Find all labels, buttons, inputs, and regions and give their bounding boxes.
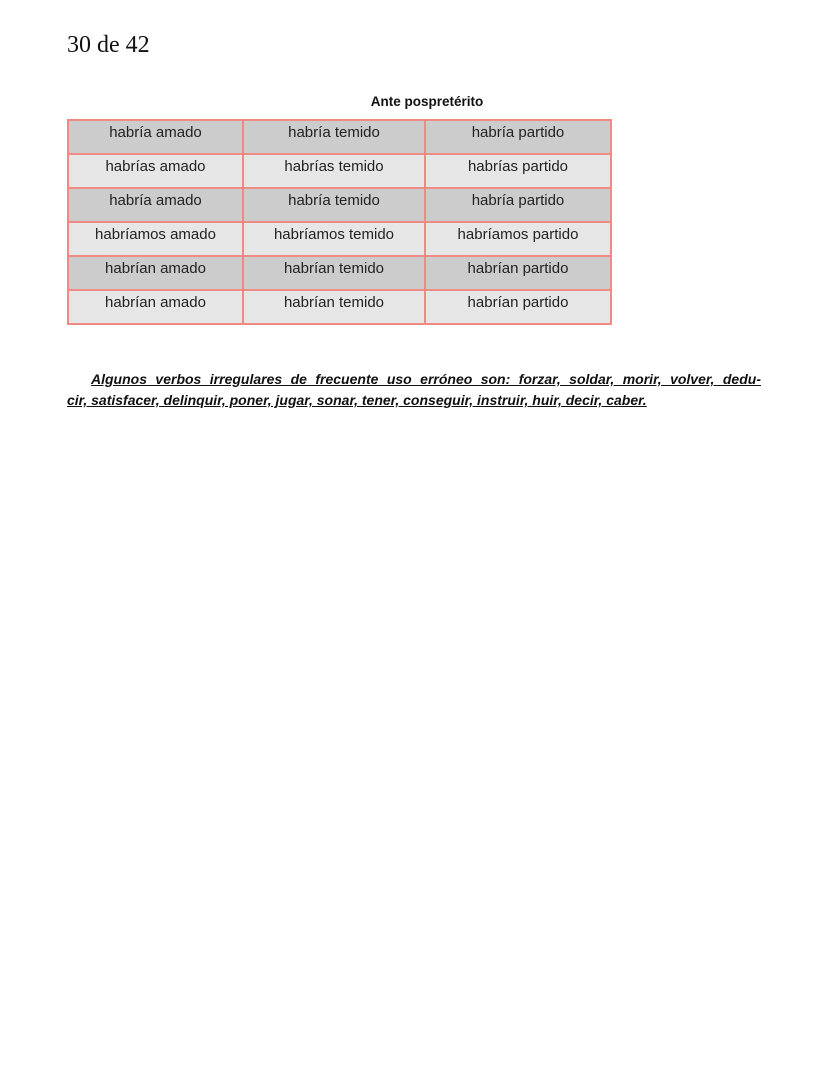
table-cell: habríamos temido <box>243 222 425 256</box>
note-line: Algunos verbos irregulares de frecuente uso erróneo son: forzar, soldar, morir, volver, dedu- <box>91 371 761 387</box>
table-row <box>68 256 611 290</box>
table-row <box>68 154 611 188</box>
table-cell: habría temido <box>243 120 425 154</box>
table-cell: habrían amado <box>68 290 243 324</box>
table-row <box>68 290 611 324</box>
table-cell: habríamos partido <box>425 222 611 256</box>
table-cell: habría partido <box>425 120 611 154</box>
conjugation-table <box>67 119 612 325</box>
note-line: cir, satisfacer, delinquir, poner, jugar, sonar, tener, conseguir, instruir, huir, decir, caber. <box>67 392 647 408</box>
table-cell: habrían partido <box>425 256 611 290</box>
irregular-verbs-note <box>67 369 761 411</box>
table-row <box>68 120 611 154</box>
table-cell: habrían temido <box>243 290 425 324</box>
page-number: 30 de 42 <box>67 32 150 58</box>
table-cell: habríamos amado <box>68 222 243 256</box>
table-cell: habrías temido <box>243 154 425 188</box>
table-cell: habría amado <box>68 188 243 222</box>
table-title: Ante pospretérito <box>370 94 484 109</box>
table-cell: habrías partido <box>425 154 611 188</box>
table-row <box>68 188 611 222</box>
table-cell: habrían temido <box>243 256 425 290</box>
table-cell: habría amado <box>68 120 243 154</box>
table-cell: habría temido <box>243 188 425 222</box>
table-cell: habrían partido <box>425 290 611 324</box>
table-cell: habría partido <box>425 188 611 222</box>
table-cell: habrían amado <box>68 256 243 290</box>
table-cell: habrías amado <box>68 154 243 188</box>
table-row <box>68 222 611 256</box>
